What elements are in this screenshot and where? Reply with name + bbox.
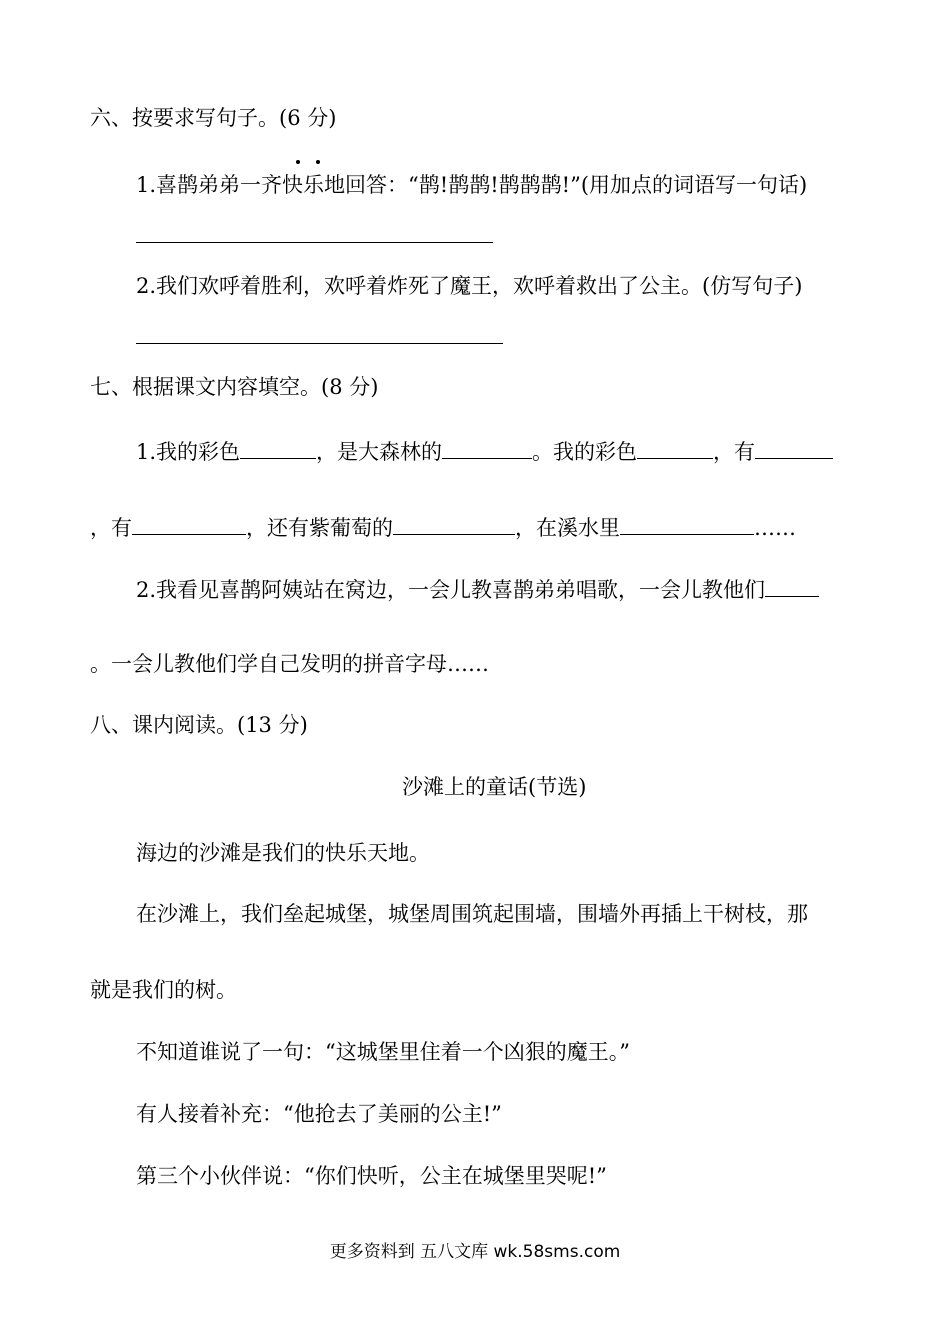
passage-paragraph-1: 海边的沙滩是我们的快乐天地。 (136, 841, 430, 865)
emphasis-dot (296, 160, 300, 164)
fill-blank-1[interactable] (240, 436, 316, 459)
q1-text-b: ，是大森林的 (316, 440, 443, 464)
q1-text-h: …… (754, 516, 796, 540)
footer-link[interactable]: 更多资料到 五八文库 wk.58sms.com (329, 1242, 621, 1262)
fill-blank-7[interactable] (620, 512, 754, 535)
q1-text-f: ，还有紫葡萄的 (246, 516, 393, 540)
section7-question-2-line1 (136, 574, 819, 604)
section8-heading: 八、课内阅读。(13 分) (90, 713, 308, 737)
q2-text-a: 2.我看见喜鹊阿姨站在窝边，一会儿教喜鹊弟弟唱歌，一会儿教他们 (136, 578, 766, 602)
fill-blank-4[interactable] (755, 436, 833, 459)
answer-line-2[interactable] (136, 343, 503, 344)
fill-blank-5[interactable] (132, 512, 246, 535)
fill-blank-8[interactable] (765, 574, 819, 597)
section6-heading: 六、按要求写句子。(6 分) (90, 106, 337, 130)
passage-paragraph-2-line2: 就是我们的树。 (90, 978, 237, 1002)
section6-question-1: 1.喜鹊弟弟一齐快乐地回答：“鹊!鹊鹊!鹊鹊鹊!”(用加点的词语写一句话) (136, 173, 808, 197)
passage-paragraph-4: 有人接着补充：“他抢去了美丽的公主!” (136, 1102, 502, 1126)
fill-blank-3[interactable] (637, 436, 713, 459)
q1-text-g: ，在溪水里 (515, 516, 620, 540)
q1-text-d: ，有 (713, 440, 756, 464)
section6-question-2: 2.我们欢呼着胜利，欢呼着炸死了魔王，欢呼着救出了公主。(仿写句子) (136, 274, 803, 298)
q1-text-a: 1.我的彩色 (136, 440, 241, 464)
q1-text-c: 。我的彩色 (532, 440, 638, 464)
section7-question-2-line2: 。一会儿教他们学自己发明的拼音字母…… (90, 652, 489, 676)
section7-heading: 七、根据课文内容填空。(8 分) (90, 375, 379, 399)
emphasis-dot (316, 160, 320, 164)
passage-paragraph-3: 不知道谁说了一句：“这城堡里住着一个凶狠的魔王。” (136, 1040, 630, 1064)
section7-question-1-line2 (90, 512, 796, 542)
fill-blank-6[interactable] (393, 512, 515, 535)
passage-title: 沙滩上的童话(节选) (402, 775, 587, 799)
passage-paragraph-5: 第三个小伙伴说：“你们快听，公主在城堡里哭呢!” (136, 1164, 607, 1188)
answer-line-1[interactable] (136, 242, 493, 243)
section7-question-1-line1 (136, 436, 833, 466)
fill-blank-2[interactable] (442, 436, 532, 459)
q1-text-e: ，有 (90, 516, 132, 540)
passage-paragraph-2-line1: 在沙滩上，我们垒起城堡，城堡周围筑起围墙，围墙外再插上干树枝，那 (136, 902, 808, 926)
